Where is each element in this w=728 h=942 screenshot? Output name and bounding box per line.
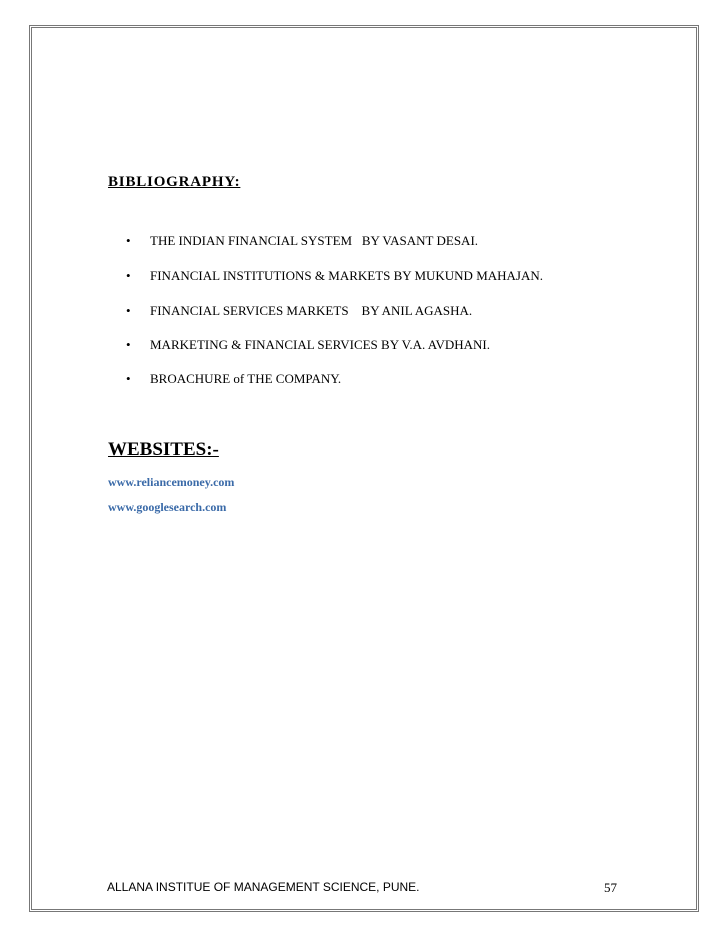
- bullet-icon: •: [126, 303, 131, 318]
- bibliography-item-text: BROACHURE of THE COMPANY.: [150, 371, 342, 386]
- website-link-googlesearch[interactable]: www.googlesearch.com: [108, 500, 227, 514]
- footer-institute: ALLANA INSTITUE OF MANAGEMENT SCIENCE, PUNE.: [107, 880, 420, 894]
- bibliography-item: [126, 371, 341, 387]
- bibliography-heading: BIBLIOGRAPHY:: [108, 174, 241, 190]
- bibliography-item-text: THE INDIAN FINANCIAL SYSTEM BY VASANT DESAI.: [150, 233, 479, 248]
- bullet-icon: •: [126, 268, 131, 283]
- bibliography-item: [126, 337, 490, 353]
- bullet-icon: •: [126, 233, 131, 248]
- bibliography-item-text: FINANCIAL SERVICES MARKETS BY ANIL AGASHA.: [150, 303, 473, 318]
- page-border: [29, 25, 699, 912]
- bullet-icon: •: [126, 337, 131, 352]
- bibliography-item-text: FINANCIAL INSTITUTIONS & MARKETS BY MUKUND MAHAJAN.: [150, 268, 544, 283]
- bibliography-item: [126, 303, 472, 319]
- bibliography-item: [126, 268, 543, 284]
- bibliography-item: [126, 233, 478, 249]
- website-link-reliancemoney[interactable]: www.reliancemoney.com: [108, 475, 235, 489]
- page-number: 57: [604, 880, 617, 895]
- bullet-icon: •: [126, 371, 131, 386]
- websites-heading: WEBSITES:-: [108, 439, 219, 460]
- bibliography-item-text: MARKETING & FINANCIAL SERVICES BY V.A. AVDHANI.: [150, 337, 490, 352]
